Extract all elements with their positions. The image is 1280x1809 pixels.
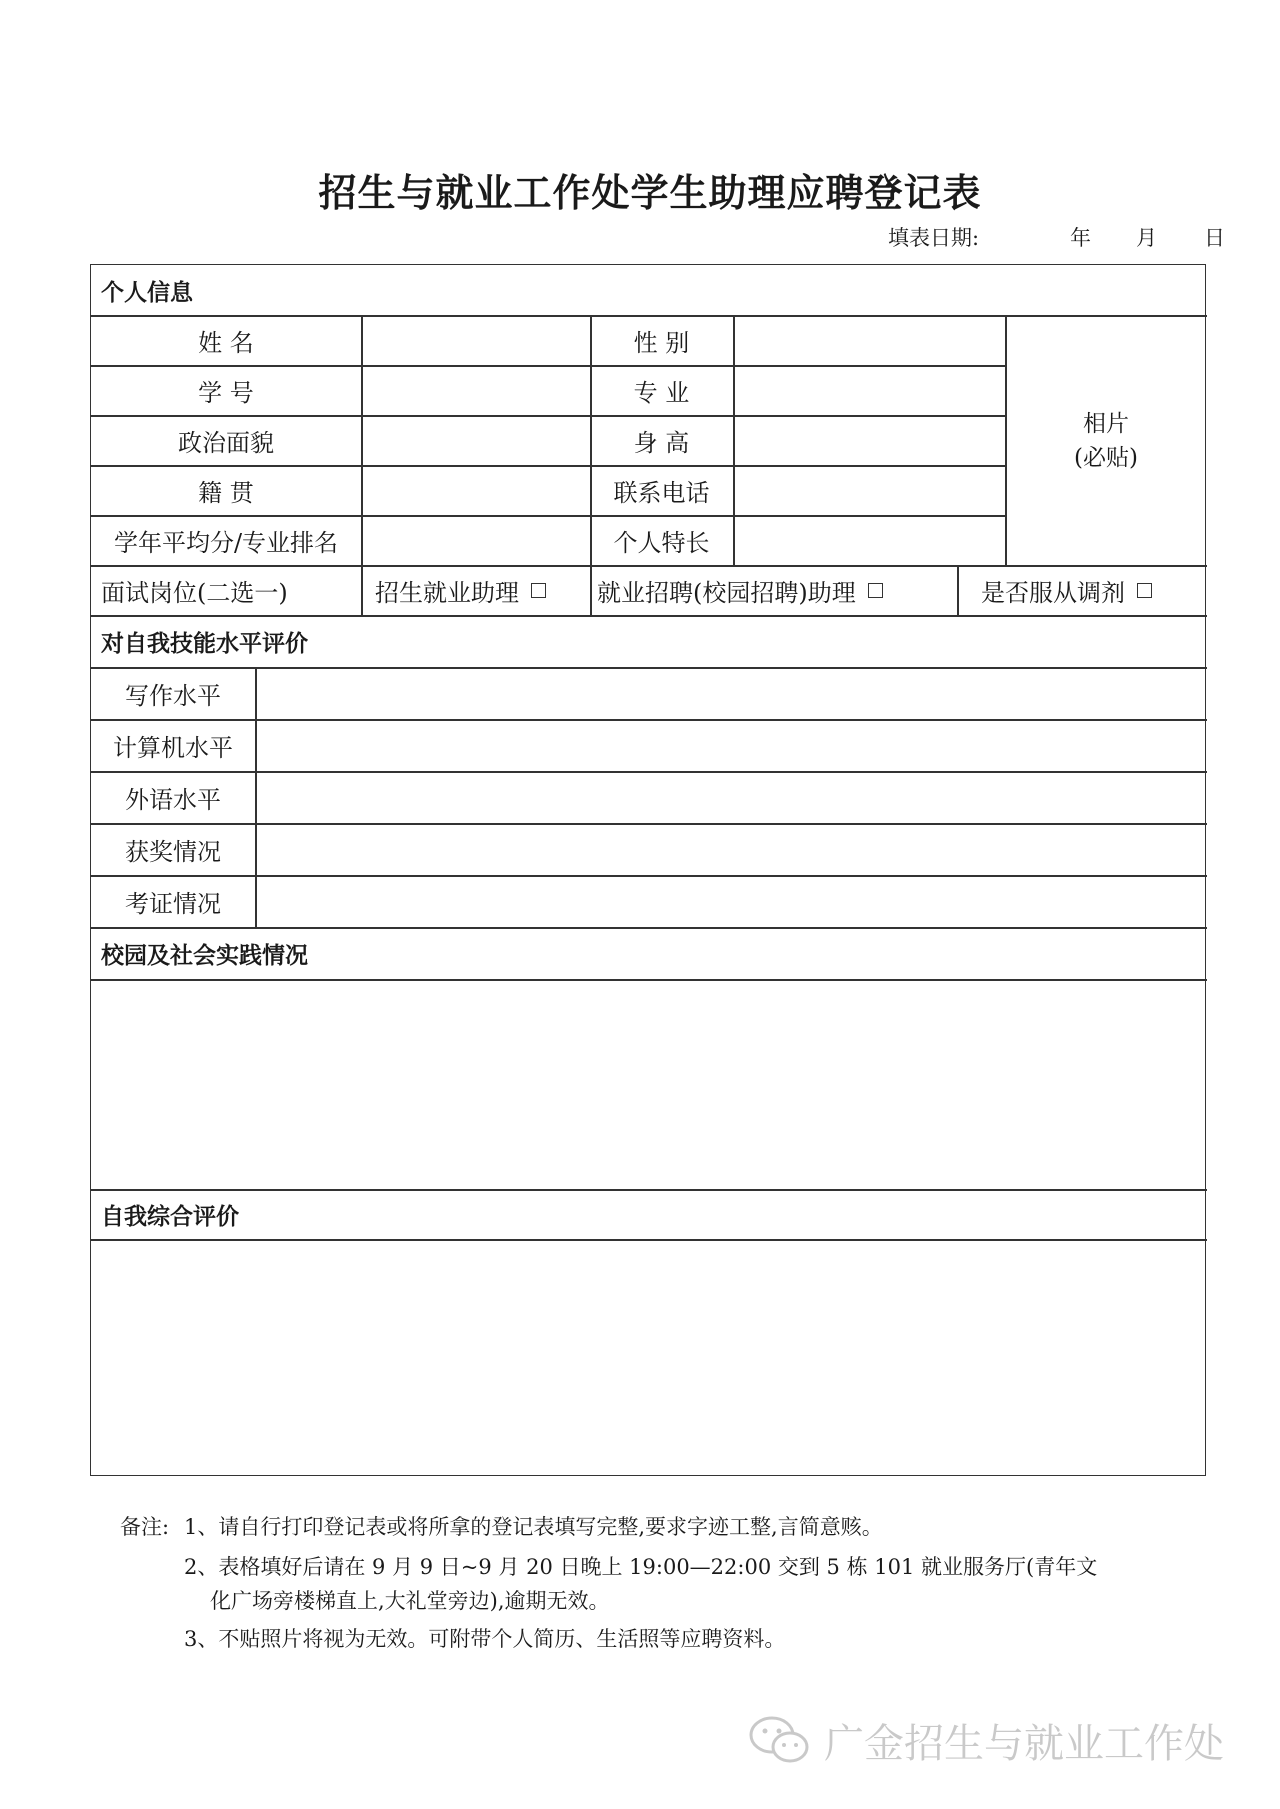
fill-date-label: 填表日期:: [888, 226, 980, 250]
label-student-id: 学 号: [198, 378, 254, 407]
checkbox-campus-recruitment-assistant[interactable]: [868, 583, 883, 598]
note-2-continued: 化广场旁楼梯直上,大礼堂旁边),逾期无效。: [210, 1589, 610, 1613]
input-political-status[interactable]: [362, 415, 590, 465]
wechat-icon: [748, 1715, 812, 1765]
option-campus-recruitment-assistant[interactable]: [591, 565, 963, 615]
label-writing: 写作水平: [125, 681, 221, 710]
note-1: 1、请自行打印登记表或将所拿的登记表填写完整,要求字迹工整,言简意赅。: [184, 1515, 883, 1539]
input-practice[interactable]: [91, 981, 1205, 1189]
photo-required-note: (必贴): [1074, 444, 1138, 471]
photo-label: 相片: [1083, 410, 1129, 437]
label-height: 身 高: [633, 428, 690, 457]
option-accept-reassignment-label: 是否服从调剂: [981, 578, 1125, 607]
checkbox-recruitment-assistant[interactable]: [531, 583, 546, 598]
section-personal-info: 个人信息: [101, 279, 193, 306]
label-name: 姓 名: [198, 328, 254, 357]
form-title: 招生与就业工作处学生助理应聘登记表: [318, 170, 982, 215]
input-computer[interactable]: [257, 719, 1205, 771]
label-major: 专 业: [633, 378, 690, 407]
checkbox-accept-reassignment[interactable]: [1137, 583, 1152, 598]
notes: [120, 1510, 1170, 1656]
input-specialty[interactable]: [734, 515, 1005, 565]
input-gpa-rank[interactable]: [362, 515, 590, 565]
label-specialty: 个人特长: [613, 528, 710, 557]
input-gender[interactable]: [734, 315, 1005, 365]
input-language[interactable]: [257, 771, 1205, 823]
input-awards[interactable]: [257, 823, 1205, 875]
input-self-evaluation[interactable]: [91, 1241, 1205, 1475]
label-phone: 联系电话: [613, 478, 710, 507]
label-awards: 获奖情况: [125, 837, 221, 866]
note-2: 2、表格填好后请在 9 月 9 日~9 月 20 日晚上 19:00—22:00 交到 5 栋 101 就业服务厅(青年文: [184, 1555, 1098, 1579]
photo-box[interactable]: [1006, 316, 1206, 565]
fill-date-month: 月: [1136, 226, 1157, 250]
note-3: 3、不贴照片将视为无效。可附带个人简历、生活照等应聘资料。: [184, 1627, 786, 1651]
option-accept-reassignment[interactable]: [959, 565, 1229, 615]
label-gender: 性 别: [633, 328, 690, 357]
section-practice: 校园及社会实践情况: [101, 942, 308, 969]
input-student-id[interactable]: [362, 365, 590, 415]
fill-date-line: [850, 222, 1230, 250]
input-native-place[interactable]: [362, 465, 590, 515]
input-major[interactable]: [734, 365, 1005, 415]
watermark-text: 广金招生与就业工作处: [824, 1720, 1224, 1767]
fill-date-year: 年: [1070, 226, 1091, 250]
watermark: [748, 1710, 1224, 1770]
notes-label: 备注:: [120, 1515, 170, 1539]
label-political-status: 政治面貌: [178, 428, 274, 457]
fill-date-day: 日: [1204, 226, 1225, 250]
registration-form: [90, 264, 1206, 1476]
label-computer: 计算机水平: [113, 733, 233, 762]
label-native-place: 籍 贯: [198, 478, 254, 507]
option-campus-recruitment-assistant-label: 就业招聘(校园招聘)助理: [597, 578, 856, 607]
label-certificates: 考证情况: [125, 889, 221, 918]
section-self-evaluation: 自我综合评价: [101, 1203, 239, 1230]
input-name[interactable]: [362, 315, 590, 365]
section-skill-evaluation: 对自我技能水平评价: [101, 630, 308, 657]
label-gpa-rank: 学年平均分/专业排名: [113, 528, 339, 557]
input-writing[interactable]: [257, 667, 1205, 719]
label-language: 外语水平: [125, 785, 221, 814]
option-recruitment-assistant-label: 招生就业助理: [375, 578, 519, 607]
input-phone[interactable]: [734, 465, 1005, 515]
input-height[interactable]: [734, 415, 1005, 465]
input-certificates[interactable]: [257, 875, 1205, 927]
label-interview-position: 面试岗位(二选一): [101, 578, 288, 607]
option-recruitment-assistant[interactable]: [363, 565, 602, 615]
